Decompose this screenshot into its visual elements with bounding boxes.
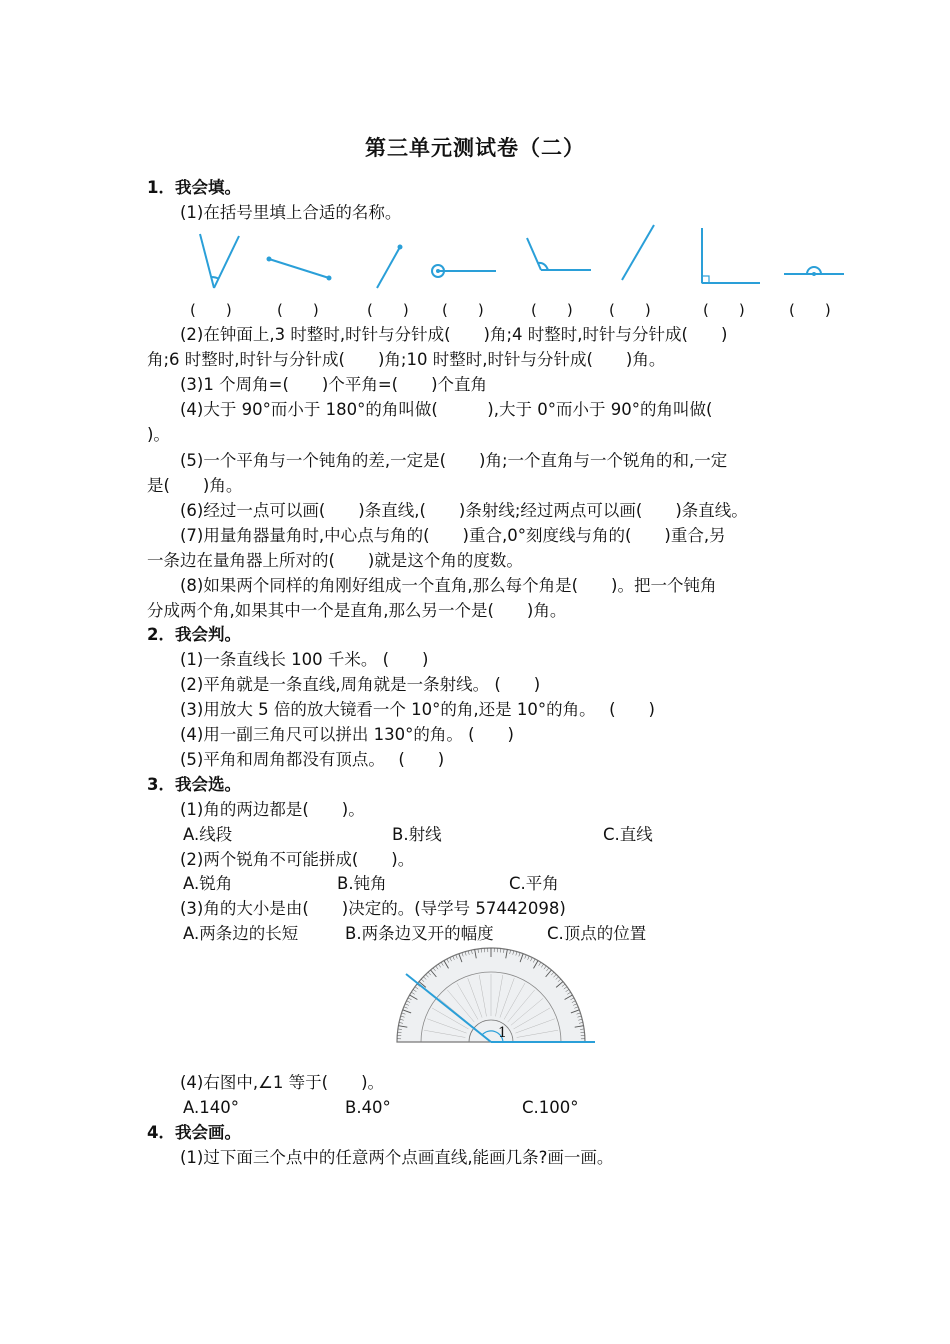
- s3-q3-option-a[interactable]: A.两条边的长短: [183, 924, 299, 943]
- s3-q2-option-a[interactable]: A.锐角: [183, 874, 233, 893]
- figure-straight-angle: [782, 262, 846, 278]
- s1-q7-line2: 一条边在量角器上所对的( )就是这个角的度数。: [147, 551, 523, 570]
- s3-q2: (2)两个锐角不可能拼成( )。: [180, 850, 415, 869]
- s3-q1-option-c[interactable]: C.直线: [603, 825, 653, 844]
- s3-q4-option-b[interactable]: B.40°: [345, 1098, 391, 1117]
- figure-line: [618, 222, 658, 284]
- s1-q8-line1: (8)如果两个同样的角刚好组成一个直角,那么每个角是( )。把一个钝角: [180, 576, 717, 595]
- figure-acute-angle: [195, 230, 245, 294]
- s4-q1: (1)过下面三个点中的任意两个点画直线,能画几条?画一画。: [180, 1148, 614, 1167]
- angle-1-label: 1: [498, 1025, 507, 1041]
- protractor-figure: [390, 948, 600, 1048]
- s1-q2-line2: 角;6 时整时,时针与分针成( )角;10 时整时,时针与分针成( )角。: [147, 350, 666, 369]
- s1-q4-line2: )。: [147, 425, 170, 444]
- s1-q1: (1)在括号里填上合适的名称。: [180, 203, 402, 222]
- s1-q4-line1: (4)大于 90°而小于 180°的角叫做( ),大于 0°而小于 90°的角叫做(: [180, 400, 713, 419]
- figure-full-angle: [428, 262, 500, 282]
- s2-q3: (3)用放大 5 倍的放大镜看一个 10°的角,还是 10°的角。 ( ): [180, 700, 655, 719]
- figure-blank-2[interactable]: ( ): [277, 301, 319, 319]
- page-title: 第三单元测试卷（二）: [365, 135, 585, 160]
- s1-q5-line1: (5)一个平角与一个钝角的差,一定是( )角;一个直角与一个锐角的和,一定: [180, 451, 728, 470]
- s1-q3: (3)1 个周角=( )个平角=( )个直角: [180, 375, 488, 394]
- s3-q3: (3)角的大小是由( )决定的。(导学号 57442098): [180, 899, 566, 918]
- figure-obtuse-angle: [523, 232, 595, 278]
- s1-q5-line2: 是( )角。: [147, 476, 243, 495]
- protractor-scale: [397, 948, 595, 1042]
- figure-blank-6[interactable]: ( ): [609, 301, 651, 319]
- section-1-heading: 1．我会填。: [147, 178, 241, 197]
- s3-q2-option-b[interactable]: B.钝角: [337, 874, 387, 893]
- figure-blank-5[interactable]: ( ): [531, 301, 573, 319]
- figure-ray: [372, 240, 408, 292]
- s3-q3-option-c[interactable]: C.顶点的位置: [547, 924, 647, 943]
- s2-q5: (5)平角和周角都没有顶点。 ( ): [180, 750, 445, 769]
- s3-q1: (1)角的两边都是( )。: [180, 800, 365, 819]
- figure-blank-7[interactable]: ( ): [703, 301, 745, 319]
- s3-q3-option-b[interactable]: B.两条边叉开的幅度: [345, 924, 494, 943]
- s2-q2: (2)平角就是一条直线,周角就是一条射线。 ( ): [180, 675, 541, 694]
- s1-q6: (6)经过一点可以画( )条直线,( )条射线;经过两点可以画( )条直线。: [180, 501, 748, 520]
- figure-right-angle: [697, 226, 763, 288]
- section-4-heading: 4．我会画。: [147, 1123, 241, 1142]
- section-3-heading: 3．我会选。: [147, 775, 241, 794]
- s1-q2-line1: (2)在钟面上,3 时整时,时针与分针成( )角;4 时整时,时针与分针成( ): [180, 325, 728, 344]
- figure-blank-8[interactable]: ( ): [789, 301, 831, 319]
- s3-q4: (4)右图中,∠1 等于( )。: [180, 1073, 385, 1092]
- s2-q4: (4)用一副三角尺可以拼出 130°的角。 ( ): [180, 725, 514, 744]
- s3-q4-option-c[interactable]: C.100°: [522, 1098, 579, 1117]
- figure-segment: [264, 254, 336, 284]
- figure-blank-1[interactable]: ( ): [190, 301, 232, 319]
- figure-blank-3[interactable]: ( ): [367, 301, 409, 319]
- s3-q4-option-a[interactable]: A.140°: [183, 1098, 239, 1117]
- s3-q1-option-a[interactable]: A.线段: [183, 825, 233, 844]
- s3-q1-option-b[interactable]: B.射线: [392, 825, 442, 844]
- s3-q2-option-c[interactable]: C.平角: [509, 874, 559, 893]
- s1-q8-line2: 分成两个角,如果其中一个是直角,那么另一个是( )角。: [147, 601, 567, 620]
- s1-q7-line1: (7)用量角器量角时,中心点与角的( )重合,0°刻度线与角的( )重合,另: [180, 526, 726, 545]
- figure-blank-4[interactable]: ( ): [442, 301, 484, 319]
- section-2-heading: 2．我会判。: [147, 625, 241, 644]
- s2-q1: (1)一条直线长 100 千米。 ( ): [180, 650, 429, 669]
